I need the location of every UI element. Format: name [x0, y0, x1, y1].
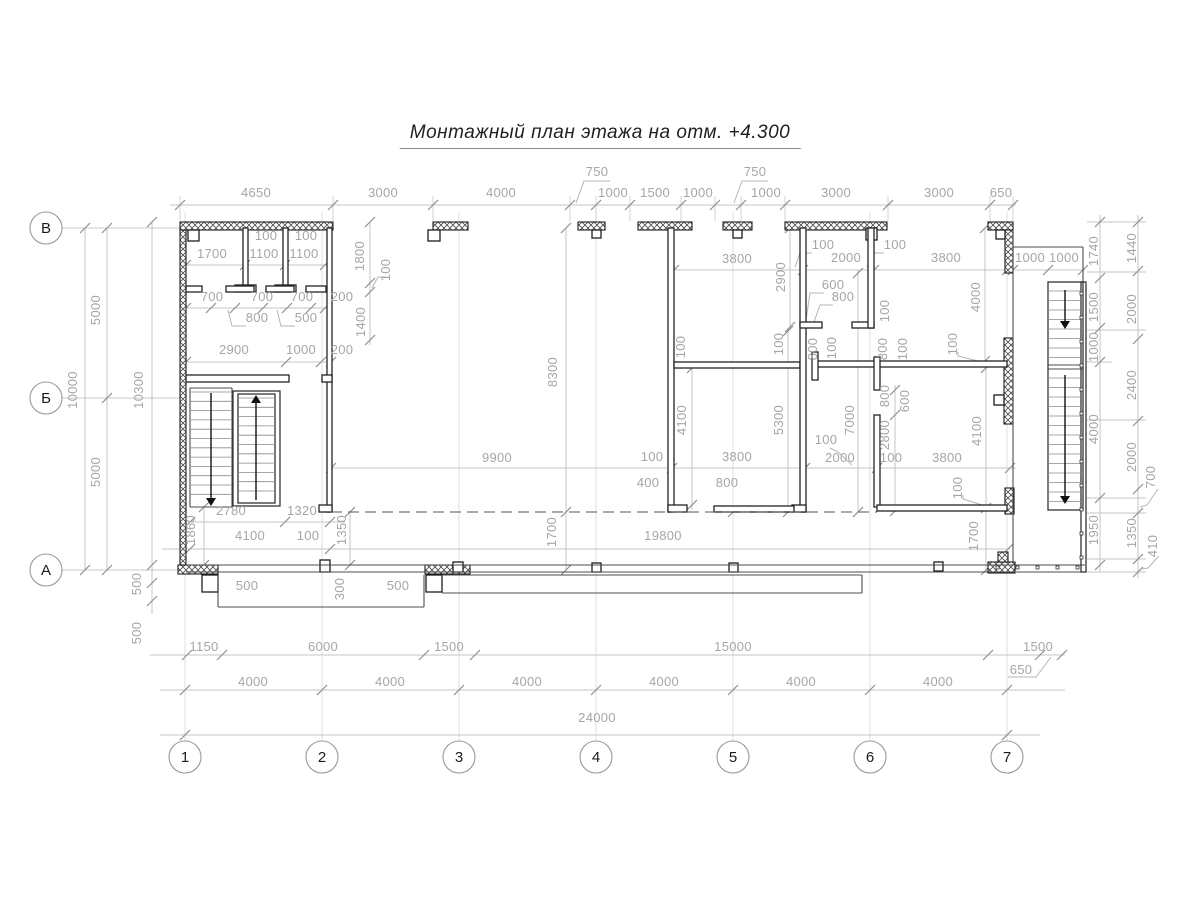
dimension-label: 1320: [286, 503, 318, 518]
dimension-label: 100: [296, 528, 320, 543]
weld-mark: [1056, 566, 1059, 569]
dimension-label: 2000: [1124, 441, 1139, 473]
column-marker: [202, 575, 218, 592]
dimension-label: 1000: [1014, 250, 1046, 265]
dimension-label: 100: [895, 337, 910, 361]
dimension-label: 100: [877, 299, 892, 323]
weld-mark: [1016, 566, 1019, 569]
dimension-label: 4000: [237, 674, 269, 689]
dimension-label: 1500: [639, 185, 671, 200]
dimension-label: 4100: [969, 415, 984, 447]
axis-label: 5: [728, 749, 738, 766]
dimension-label: 8300: [545, 356, 560, 388]
interior-wall: [243, 228, 248, 288]
dimension-label: 800: [831, 289, 855, 304]
column-marker: [426, 575, 442, 592]
dimension-label: 650: [989, 185, 1013, 200]
dimension-label: 3800: [931, 450, 963, 465]
interior-wall: [877, 505, 1007, 511]
dimension-label: 1100: [249, 246, 279, 261]
dimension-label: 750: [743, 164, 767, 179]
dimension-label: 24000: [578, 710, 616, 725]
interior-wall: [186, 375, 289, 382]
dimension-label: 2000: [830, 250, 862, 265]
dimension-label: 1350: [334, 514, 349, 546]
dimension-label: 100: [814, 432, 838, 447]
dimension-label: 1500: [433, 639, 465, 654]
dimension-label: 800: [877, 384, 892, 408]
dimension-label: 4100: [674, 404, 689, 436]
weld-mark: [1076, 566, 1079, 569]
dimension-label: 300: [332, 577, 347, 601]
dimension-label: 4000: [922, 674, 954, 689]
interior-wall: [800, 322, 822, 328]
dimension-label: 3000: [820, 185, 852, 200]
axis-label: В: [40, 220, 52, 237]
dimension-label: 3800: [721, 251, 753, 266]
axis-label: 7: [1002, 749, 1012, 766]
leader-line: [277, 310, 295, 326]
interior-wall: [186, 286, 202, 292]
wall-panel-hatched: [988, 222, 1013, 230]
dimension-label: 3000: [923, 185, 955, 200]
column-marker: [428, 230, 440, 241]
dimension-label: 100: [950, 476, 965, 500]
axis-label: 2: [317, 749, 327, 766]
dimension-label: 15000: [714, 639, 752, 654]
column-marker: [994, 395, 1004, 405]
weld-mark: [1080, 292, 1083, 295]
dimension-label: 19800: [644, 528, 682, 543]
dimension-label: 2900: [773, 261, 788, 293]
interior-wall: [319, 505, 332, 512]
column-marker: [592, 230, 601, 238]
dimension-label: 2780: [215, 503, 247, 518]
dimension-label: 2800: [877, 419, 892, 451]
dimension-label: 1150: [189, 639, 219, 654]
dimension-label: 100: [811, 237, 835, 252]
dimension-label: 500: [386, 578, 410, 593]
dimension-label: 4000: [785, 674, 817, 689]
column-marker: [188, 230, 199, 241]
dimension-label: 600: [821, 277, 845, 292]
dimension-label: 100: [879, 450, 903, 465]
interior-wall: [668, 228, 674, 512]
weld-mark: [1080, 508, 1083, 511]
dimension-label: 1700: [966, 520, 981, 552]
interior-wall: [674, 362, 800, 368]
leader-line: [806, 293, 824, 320]
dimension-label: 500: [129, 621, 144, 645]
dimension-label: 5000: [88, 294, 103, 326]
dimension-label: 1400: [353, 306, 368, 338]
dimension-label: 1000: [682, 185, 714, 200]
axis-label: 6: [865, 749, 875, 766]
dimension-label: 3800: [721, 449, 753, 464]
dimension-label: 650: [1009, 662, 1033, 677]
dimension-label: 500: [129, 572, 144, 596]
dimension-label: 4000: [511, 674, 543, 689]
stair-arrow-head: [1060, 321, 1070, 329]
dimension-label: 1500: [1086, 291, 1101, 323]
dimension-label: 7000: [842, 404, 857, 436]
interior-wall: [800, 228, 806, 512]
dimension-label: 500: [235, 578, 259, 593]
dimension-label: 1000: [750, 185, 782, 200]
dimension-label: 4650: [240, 185, 272, 200]
dimension-label: 100: [945, 332, 960, 356]
dimension-label: 700: [200, 289, 224, 304]
axis-label: Б: [41, 390, 51, 407]
dimension-label: 4000: [485, 185, 517, 200]
interior-wall: [327, 228, 332, 512]
wall-panel-hatched: [638, 222, 692, 230]
wall-panel-hatched: [1005, 230, 1013, 273]
weld-mark: [1080, 388, 1083, 391]
dimension-label: 10300: [131, 371, 146, 409]
wall-panel-hatched: [1004, 338, 1013, 424]
dimension-label: 100: [771, 332, 786, 356]
dimension-label: 1700: [544, 516, 559, 548]
dimension-label: 1800: [352, 240, 367, 272]
leader-line: [963, 495, 982, 505]
dimension-label: 410: [1145, 534, 1160, 558]
wall-panel-hatched: [178, 565, 218, 574]
column-marker: [729, 563, 738, 572]
dimension-label: 700: [1143, 465, 1158, 489]
dimension-label: 2400: [1124, 369, 1139, 401]
dimension-label: 2000: [1124, 293, 1139, 325]
dimension-label: 5000: [88, 456, 103, 488]
dimension-label: 700: [290, 289, 314, 304]
interior-wall: [815, 361, 1007, 367]
weld-mark: [1080, 364, 1083, 367]
column-marker: [934, 562, 943, 571]
dimension-label: 1000: [597, 185, 629, 200]
weld-mark: [1080, 340, 1083, 343]
wall-panel-hatched: [180, 230, 186, 565]
dimension-label: 100: [824, 336, 839, 360]
dimension-label: 700: [250, 289, 274, 304]
column-marker: [453, 562, 463, 572]
weld-mark: [1080, 556, 1083, 559]
dimension-label: 100: [640, 449, 664, 464]
dimension-label: 600: [897, 389, 912, 413]
dimension-label: 4000: [968, 281, 983, 313]
interior-wall: [322, 375, 332, 382]
axis-label: А: [40, 562, 52, 579]
dimension-label: 1000: [1048, 250, 1080, 265]
dimension-label: 2900: [218, 342, 250, 357]
dimension-label: 100: [883, 237, 907, 252]
wall-panel-hatched: [433, 222, 468, 230]
dimension-label: 1740: [1086, 235, 1101, 267]
dimension-label: 750: [585, 164, 609, 179]
dimension-label: 200: [330, 289, 354, 304]
dimension-label: 3800: [930, 250, 962, 265]
dimension-label: 800: [875, 337, 890, 361]
weld-mark: [1080, 532, 1083, 535]
dimension-label: 100: [254, 228, 278, 243]
stair-arrow-head: [206, 498, 216, 506]
dimension-label: 6000: [307, 639, 339, 654]
weld-mark: [1080, 460, 1083, 463]
dimension-label: 4000: [374, 674, 406, 689]
dimension-label: 1950: [1086, 514, 1101, 546]
dimension-label: 800: [245, 310, 269, 325]
dimension-label: 100: [378, 258, 393, 282]
dimension-label: 500: [294, 310, 318, 325]
weld-mark: [1080, 436, 1083, 439]
weld-mark: [1080, 316, 1083, 319]
dimension-label: 1000: [1086, 331, 1101, 363]
column-marker: [592, 563, 601, 572]
dimension-label: 5300: [771, 404, 786, 436]
drawing-title: Монтажный план этажа на отм. +4.300: [400, 122, 801, 149]
dimension-label: 4000: [1086, 413, 1101, 445]
dimension-label: 200: [330, 342, 354, 357]
wall-panel-hatched: [998, 552, 1008, 562]
wall-panel-hatched: [988, 562, 1015, 573]
leader-line: [958, 352, 978, 361]
weld-mark: [1080, 484, 1083, 487]
interior-wall: [668, 505, 687, 512]
interior-wall: [283, 228, 288, 288]
dimension-label: 10000: [65, 371, 80, 409]
dimension-label: 100: [294, 228, 318, 243]
weld-mark: [1036, 566, 1039, 569]
dimension-label: 1100: [289, 246, 319, 261]
column-marker: [733, 230, 742, 238]
axis-label: 3: [454, 749, 464, 766]
weld-mark: [996, 566, 999, 569]
axis-label: 4: [591, 749, 601, 766]
column-marker: [320, 560, 330, 572]
dimension-label: 4000: [648, 674, 680, 689]
column-marker: [996, 230, 1005, 239]
dimension-label: 100: [673, 335, 688, 359]
dimension-label: 2000: [824, 450, 856, 465]
dimension-label: 1350: [1124, 517, 1139, 549]
wall-panel-hatched: [723, 222, 752, 230]
dimension-label: 1440: [1124, 232, 1139, 264]
dimension-label: 9900: [481, 450, 513, 465]
dimension-label: 1700: [196, 246, 228, 261]
dimension-label: 3000: [367, 185, 399, 200]
dimension-label: 4100: [234, 528, 266, 543]
dimension-label: 800: [805, 337, 820, 361]
dimension-label: 800: [715, 475, 739, 490]
wall-panel-hatched: [578, 222, 605, 230]
dimension-label: 1860: [183, 514, 198, 546]
stair-arrow-head: [251, 395, 261, 403]
interior-wall: [714, 506, 794, 512]
dimension-label: 400: [636, 475, 660, 490]
dimension-label: 1500: [1022, 639, 1054, 654]
weld-mark: [1080, 412, 1083, 415]
leader-line: [814, 305, 833, 322]
axis-label: 1: [180, 749, 190, 766]
dimension-label: 1000: [285, 342, 317, 357]
stair-arrow-head: [1060, 496, 1070, 504]
interior-wall: [868, 228, 874, 328]
